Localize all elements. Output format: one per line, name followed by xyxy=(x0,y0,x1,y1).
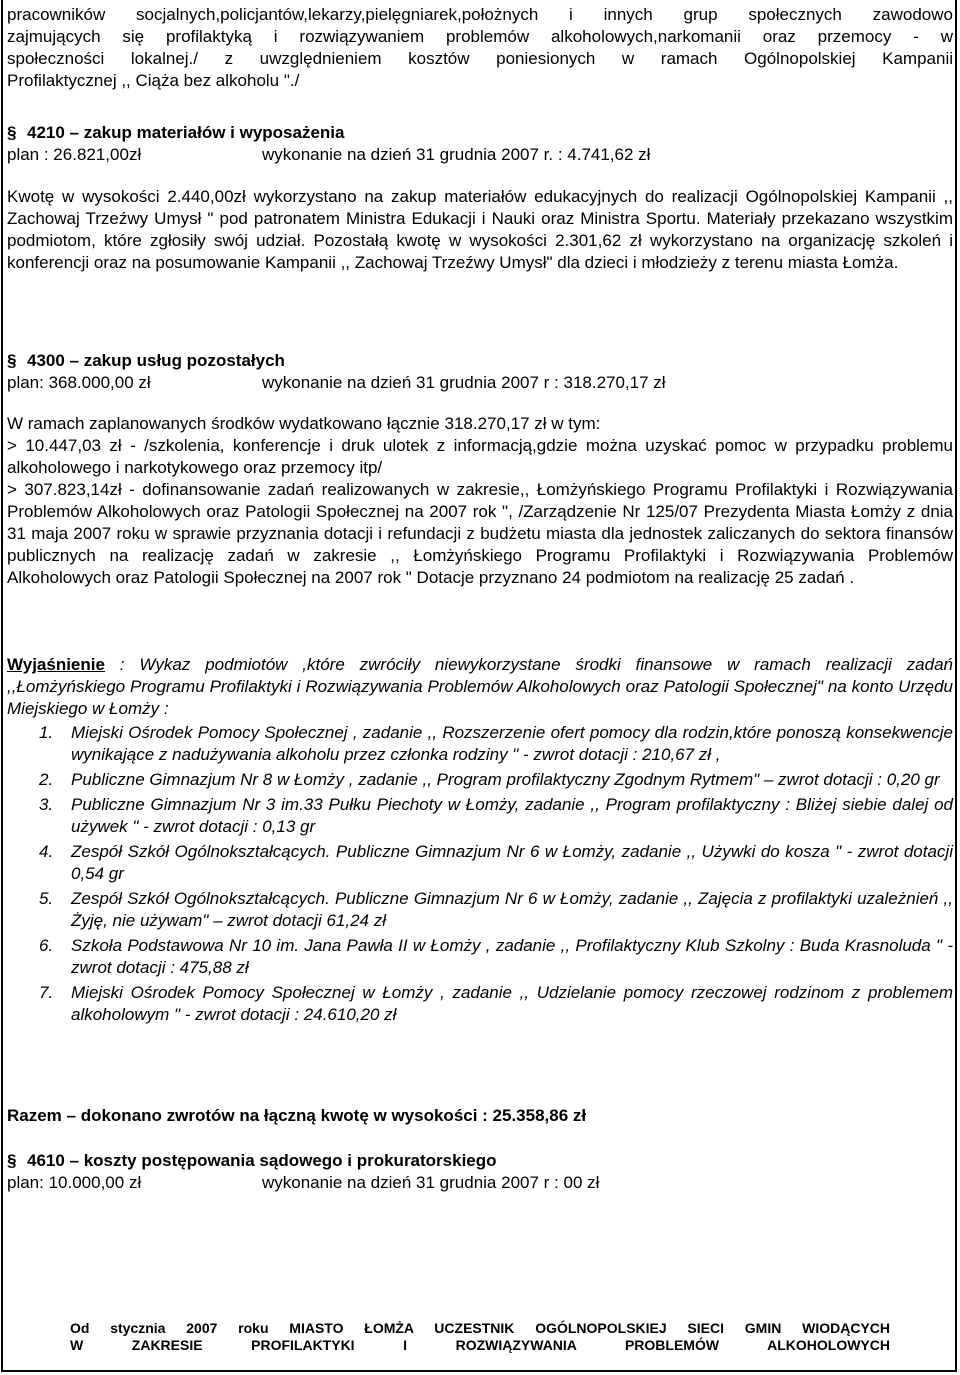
list-item: 7. Miejski Ośrodek Pomocy Społecznej w Łomży , zadanie ,, Udzielanie pomocy rzeczowej rodzinom z problemem alkoholowym " - zwrot dotacji : 24.610,20 zł xyxy=(39,983,953,1024)
section-4210 xyxy=(7,122,953,274)
execution-amount: wykonanie na dzień 31 grudnia 2007 r : 00 zł xyxy=(262,1173,600,1192)
spending-item-1: > 10.447,03 zł - /szkolenia, konferencje i druk ulotek z informacją,gdzie można uzyskać pomoc w przypadku problemu alkoholowego i narkotykowego oraz przemocy itp/ xyxy=(7,436,953,477)
execution-amount: wykonanie na dzień 31 grudnia 2007 r. : 4.741,62 zł xyxy=(262,145,651,164)
explanation-section xyxy=(7,654,953,1026)
intro-line-1: pracowników socjalnych,policjantów,lekarzy,pielęgniarek,położnych i innych grup społecznych zawodowo xyxy=(7,5,953,24)
intro-line-2: zajmujących się profilaktyką i rozwiązywaniem problemów alkoholowych,narkomanii oraz przemocy - w xyxy=(7,27,953,46)
spending-summary: W ramach zaplanowanych środków wydatkowano łącznie 318.270,17 zł w tym: xyxy=(7,414,601,433)
intro-paragraph xyxy=(7,4,953,92)
list-item: 5. Zespół Szkół Ogólnokształcących. Publiczne Gimnazjum Nr 6 w Łomży, zadanie ,, Zajęcia z profilaktyki uzależnień ,, Żyję, nie używam" – zwrot dotacji 61,24 zł xyxy=(39,889,953,930)
section-heading: 4300 – zakup usług pozostałych xyxy=(27,351,285,370)
intro-line-3: społeczności lokalnej./ z uwzględnieniem kosztów poniesionych w ramach Ogólnopolskiej Kampanii xyxy=(7,49,953,68)
refund-list xyxy=(7,722,953,1026)
section-4610 xyxy=(7,1150,953,1194)
list-item: 4. Zespół Szkół Ogólnokształcących. Publiczne Gimnazjum Nr 6 w Łomży, zadanie ,, Używki do kosza " - zwrot dotacji 0,54 gr xyxy=(39,842,953,883)
plan-amount: plan : 26.821,00zł xyxy=(7,145,142,164)
section-4300 xyxy=(7,350,953,589)
explanation-paragraph xyxy=(7,654,953,720)
footer-line-1: Od stycznia 2007 roku MIASTO ŁOMŻA UCZESTNIK OGÓLNOPOLSKIEJ SIECI GMIN WIODĄCYCH xyxy=(70,1320,890,1336)
spending-item-2: > 307.823,14zł - dofinansowanie zadań realizowanych w zakresie,, Łomżyńskiego Programu Profilaktyki i Rozwiązywania Problemów Alkoholowych oraz Patologii Społecznej na 2007 rok ", /Zarządzenie Nr 125/07 Prezydenta Miasta Łomży z dnia 31 maja 2007 roku w sprawie przyznania dotacji i refundacji z budżetu miasta dla jednostek zaliczanych do sektora finansów publicznych na realizację zadań w zakresie ,, Łomżyńskiego Programu Profilaktyki i Rozwiązywania Problemów Alkoholowych oraz Patologii Społecznej na 2007 rok " Dotacje przyznano 24 podmiotom na realizację 25 zadań . xyxy=(7,480,953,587)
explanation-label: Wyjaśnienie xyxy=(7,655,105,674)
list-item: 3. Publiczne Gimnazjum Nr 3 im.33 Pułku Piechoty w Łomży, zadanie ,, Program profilaktyczny : Bliżej siebie dalej od używek " - zwrot dotacji : 0,13 gr xyxy=(39,795,953,836)
page-footer xyxy=(70,1320,890,1354)
intro-line-4: Profilaktycznej ,, Ciąża bez alkoholu "./ xyxy=(7,71,300,90)
execution-amount: wykonanie na dzień 31 grudnia 2007 r : 318.270,17 zł xyxy=(262,373,666,392)
plan-amount: plan: 10.000,00 zł xyxy=(7,1173,142,1192)
list-item: 2. Publiczne Gimnazjum Nr 8 w Łomży , zadanie ,, Program profilaktyczny Zgodnym Rytmem" – zwrot dotacji : 0,20 gr xyxy=(39,770,940,789)
plan-amount: plan: 368.000,00 zł xyxy=(7,373,151,392)
section-paragraph: Kwotę w wysokości 2.440,00zł wykorzystano na zakup materiałów edukacyjnych do realizacji Ogólnopolskiej Kampanii ,, Zachowaj Trzeźwy Umysł " pod patronatem Ministra Edukacji i Nauki oraz Ministra Sportu. Materiały przekazano wszystkim podmiotom, które zgłosiły swój udział. Pozostałą kwotę w wysokości 2.301,62 zł wykorzystano na organizację szkoleń i konferencji oraz na posumowanie Kampanii ,, Zachowaj Trzeźwy Umysł" dla dzieci i młodzieży z terenu miasta Łomża. xyxy=(7,187,953,272)
section-mark: § xyxy=(7,123,17,142)
refund-total: Razem – dokonano zwrotów na łączną kwotę w wysokości : 25.358,86 zł xyxy=(7,1106,587,1125)
section-heading: 4610 – koszty postępowania sądowego i prokuratorskiego xyxy=(27,1151,497,1170)
explanation-text: : Wykaz podmiotów ,które zwróciły niewykorzystane środki finansowe w ramach realizacji zadań ,,Łomżyńskiego Programu Profilaktyki i Rozwiązywania Problemów Alkoholowych oraz Patologii Społecznej" na konto Urzędu Miejskiego w Łomży : xyxy=(7,655,953,718)
list-item: 1. Miejski Ośrodek Pomocy Społecznej , zadanie ,, Rozszerzenie ofert pomocy dla rodzin,które ponoszą konsekwencje wynikające z nadużywania alkoholu przez członka rodziny " - zwrot dotacji : 210,67 zł , xyxy=(39,723,953,764)
section-mark: § xyxy=(7,1151,17,1170)
list-item: 6. Szkoła Podstawowa Nr 10 im. Jana Pawła II w Łomży , zadanie ,, Profilaktyczny Klub Szkolny : Buda Krasnoluda " - zwrot dotacji : 475,88 zł xyxy=(39,936,953,977)
section-heading: 4210 – zakup materiałów i wyposażenia xyxy=(27,123,345,142)
section-mark: § xyxy=(7,351,17,370)
footer-line-2: W ZAKRESIE PROFILAKTYKI I ROZWIĄZYWANIA PROBLEMÓW ALKOHOLOWYCH xyxy=(70,1337,890,1353)
